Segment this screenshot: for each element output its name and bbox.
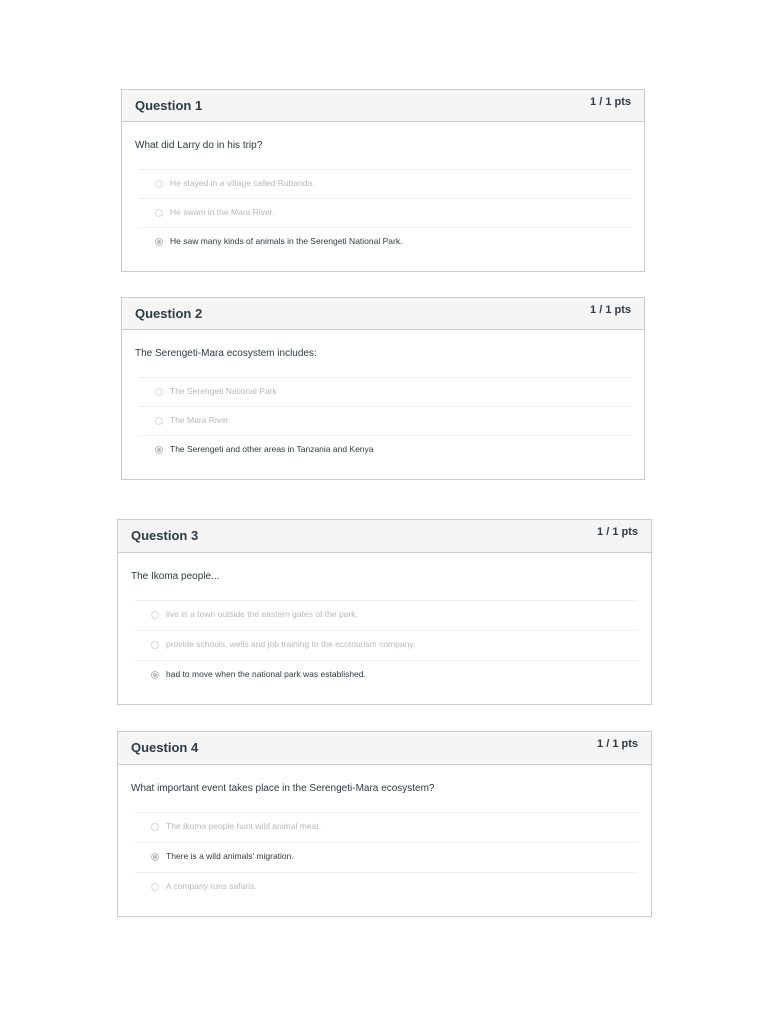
answer-label: had to move when the national park was established. bbox=[166, 669, 366, 679]
answer-list bbox=[139, 169, 631, 256]
answer-label: The Ikoma people hunt wild animal meat. bbox=[166, 821, 321, 831]
answer-option-selected[interactable] bbox=[139, 227, 631, 256]
question-header bbox=[122, 90, 644, 122]
answer-option-selected[interactable] bbox=[139, 435, 631, 464]
radio-button[interactable] bbox=[155, 388, 163, 396]
question-text: The Ikoma people... bbox=[131, 571, 220, 582]
answer-option[interactable] bbox=[139, 377, 631, 406]
question-points: 1 / 1 pts bbox=[590, 304, 631, 316]
question-title: Question 2 bbox=[135, 306, 203, 321]
answer-label: He saw many kinds of animals in the Serengeti National Park. bbox=[170, 236, 403, 246]
question-header bbox=[122, 298, 644, 330]
question-text: The Serengeti-Mara ecosystem includes: bbox=[135, 348, 317, 359]
question-header bbox=[118, 732, 651, 765]
answer-option[interactable] bbox=[135, 812, 638, 842]
question-card-2 bbox=[121, 297, 645, 480]
answer-label: The Mara River bbox=[170, 415, 229, 425]
answer-label: He stayed in a village called Rubanda. bbox=[170, 178, 315, 188]
answer-option[interactable] bbox=[139, 198, 631, 227]
answer-option-selected[interactable] bbox=[135, 660, 638, 690]
question-card-1 bbox=[121, 89, 645, 272]
question-text: What important event takes place in the Serengeti-Mara ecosystem? bbox=[131, 783, 435, 794]
question-title: Question 3 bbox=[131, 528, 199, 543]
question-card-4 bbox=[117, 731, 652, 917]
question-title: Question 1 bbox=[135, 98, 203, 113]
radio-button-selected[interactable] bbox=[155, 238, 163, 246]
question-header bbox=[118, 520, 651, 553]
answer-option[interactable] bbox=[135, 872, 638, 902]
radio-button-selected[interactable] bbox=[155, 446, 163, 454]
answer-list bbox=[135, 812, 638, 902]
answer-list bbox=[135, 600, 638, 690]
answer-label: provide schools, wells and job training to the ecotourism company. bbox=[166, 639, 416, 649]
radio-button-selected[interactable] bbox=[151, 853, 159, 861]
radio-button-selected[interactable] bbox=[151, 671, 159, 679]
radio-button[interactable] bbox=[151, 823, 159, 831]
radio-button[interactable] bbox=[151, 641, 159, 649]
radio-button[interactable] bbox=[151, 611, 159, 619]
radio-button[interactable] bbox=[151, 883, 159, 891]
answer-label: The Serengeti National Park bbox=[170, 386, 277, 396]
answer-label: A company runs safaris. bbox=[166, 881, 257, 891]
answer-option-selected[interactable] bbox=[135, 842, 638, 872]
question-title: Question 4 bbox=[131, 740, 199, 755]
answer-label: There is a wild animals' migration. bbox=[166, 851, 294, 861]
answer-option[interactable] bbox=[139, 406, 631, 435]
answer-option[interactable] bbox=[139, 169, 631, 198]
answer-label: The Serengeti and other areas in Tanzania and Kenya bbox=[170, 444, 374, 454]
question-text: What did Larry do in his trip? bbox=[135, 140, 263, 151]
radio-button[interactable] bbox=[155, 180, 163, 188]
answer-label: live in a town outside the eastern gates of the park. bbox=[166, 609, 358, 619]
answer-label: He swam in the Mara River. bbox=[170, 207, 275, 217]
question-points: 1 / 1 pts bbox=[590, 96, 631, 108]
radio-button[interactable] bbox=[155, 417, 163, 425]
question-card-3 bbox=[117, 519, 652, 705]
question-points: 1 / 1 pts bbox=[597, 526, 638, 538]
radio-button[interactable] bbox=[155, 209, 163, 217]
answer-list bbox=[139, 377, 631, 464]
question-points: 1 / 1 pts bbox=[597, 738, 638, 750]
answer-option[interactable] bbox=[135, 600, 638, 630]
answer-option[interactable] bbox=[135, 630, 638, 660]
